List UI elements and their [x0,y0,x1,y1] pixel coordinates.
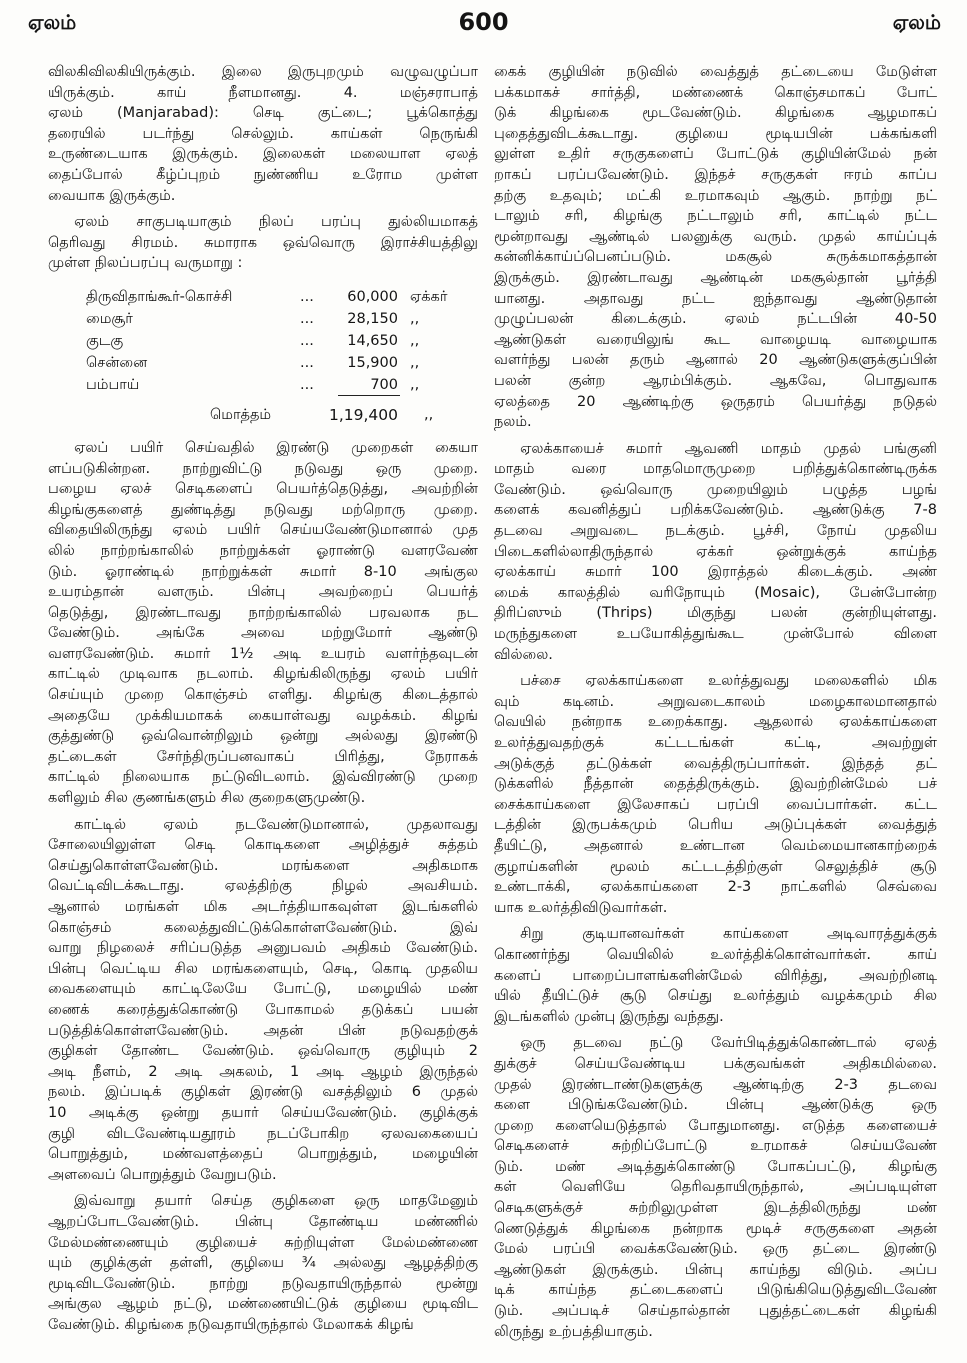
text-line: இடங்களில் முன்பு இருந்து வந்தது. [494,1008,724,1025]
text-line: யிருக்கும். காய் நீளமானது. 4. மஞ்சராபாத் [48,84,478,101]
text-line: டிக் காய்ந்த தட்டைகளைப் பிடுங்கியெடுத்துவிடவேண் [494,1282,937,1299]
text-line: ஒரு தடவை நட்டு வேர்பிடித்துக்கொண்டால் ஏலத் [520,1035,937,1052]
text-line: ளப்படுகின்றன. நாற்றுவிட்டு நடுவது ஒரு முறை. [48,460,478,477]
text-line: வெட்டிவிடக்கூடாது. ஏலத்திற்கு நிழல் அவசியம். [48,878,478,895]
text-line: லில் நாற்றங்காலில் நாற்றுக்கள் ஓராண்டு வளரவேண் [48,542,478,559]
text-line: கைக் குழியின் நடுவில் வைத்துத் தட்டையை மேடுள்ள [494,64,937,80]
text-line: அதையே முக்கியமாகக் கையாள்வது வழக்கம். கிழங் [48,707,478,724]
text-line: தீயிட்டு, அதனால் உண்டான வெம்மையானகாற்றைக் [494,837,937,854]
text-line: முதல் இரண்டாண்டுகளுக்கு ஆண்டிற்கு 2-3 தடவை [494,1076,937,1093]
text-line: பச்சை ஏலக்காய்களை உலர்த்துவது மலைகளில் மிக [520,673,937,690]
text-line: ஏலத்தை 20 ஆண்டிற்கு ஒருதரம் பெயர்த்து நடுதல் [494,393,937,410]
left-column [48,62,478,1357]
text-line: பழைய ஏலச் செடிகளைப் பெயர்த்தெடுத்து, அவற்றின் [48,481,478,498]
land-area-table [48,286,478,426]
text-line: உயரம்தான் வளரும். பின்பு அவற்றைப் பெயர்த் [48,584,478,601]
text-line: முறை களையெடுத்தால் போதுமானது. எடுத்த களையைச் [494,1117,937,1134]
text-line: களைக் கவனித்துப் பறிக்கவேண்டும். ஆண்டுக்கு 7-8 [494,502,937,519]
text-line: பிடைகளில்லாதிருந்தால் ஏக்கர் ஒன்றுக்குக் காய்ந்த [494,543,937,560]
acreage-value: 700 [370,376,398,393]
text-line: களைப் பாறைப்பாளங்களின்மேல் விரித்து, அவற்றினடி [494,967,937,984]
sum-rule [338,395,400,396]
paragraph [48,62,478,206]
text-line: டுக் கிழங்கை மூடவேண்டும். கிழங்கை ஆழமாகப் [494,105,937,122]
text-line: தட்டைகள் சேர்ந்திருப்பனவாகப் பிரித்து, நேராகக் [48,748,478,765]
text-line: மேல்மண்ணையும் குழியைச் சுற்றியுள்ள மேல்மண்ணை [48,1234,478,1251]
acreage-value: 60,000 [347,288,398,305]
text-line: மூடிவிடவேண்டும். நாற்று நடுவதாயிருந்தால் மூன்று [48,1275,478,1292]
table-row [48,374,478,396]
leader-dots: ... [300,288,314,305]
region-name: சென்னை [86,354,148,371]
paragraph [494,62,937,433]
text-line: தரையில் படர்ந்து செல்லும். காய்கள் நெருங்கி [48,125,478,142]
acreage-value: 14,650 [347,332,398,349]
unit-label: ,, [410,354,420,371]
text-line: செய்யும் முறை கொஞ்சம் எளிது. கிழங்கு கிடைத்தால் [48,687,478,704]
text-line: ஏலம் சாகுபடியாகும் நிலப் பரப்பு துல்லியமாகத் [74,214,478,231]
text-line: ஏலக்காயைச் சுமார் ஆவணி மாதம் முதல் பங்குனி [520,440,937,457]
text-line: லுள்ள உதிர் சருகுகளைப் போட்டுக் குழியின்மேல் நன் [494,146,937,163]
text-line: வையாக இருக்கும். [48,187,176,204]
text-line: யும் குழிக்குள் தள்ளி, குழியை ¾ அல்லது ஆழத்திற்கு [48,1255,478,1272]
text-line: பக்கமாகச் சார்த்தி, மண்ணைக் கொஞ்சமாகப் போட் [494,84,937,101]
text-line: வில்லை. [494,646,553,663]
text-line: பின்பு வெட்டிய சில மரங்களையும், செடி, கொடி முதலிய [48,960,478,977]
text-line: செடிகளுக்குச் சுற்றிலுமுள்ள இடத்திலிருந்து மண் [494,1200,937,1217]
unit-label: ,, [424,406,434,423]
text-line: முள்ள நிலப்பரப்பு வருமாறு : [48,255,243,272]
leader-dots: ... [300,310,314,327]
text-line: தடவை அறுவடை நடக்கும். பூச்சி, நோய் முதலிய [494,523,937,540]
text-line: நலம். இப்படிக் குழிகள் இரண்டு வசத்திலும் 6 முதல் [48,1084,478,1101]
text-line: யாக உலர்த்திவிடுவார்கள். [494,899,668,916]
text-line: மாதம் வரை மாதமொருமுறை பறித்துக்கொண்டிருக்க [494,461,937,478]
text-line: இருக்கும். இரண்டாவது ஆண்டின் மகசூல்தான் பூர்த்தி [494,269,937,286]
text-line: குழி விடவேண்டியதூரம் நடப்போகிற ஏலவகையைப் [48,1125,478,1142]
text-line: காட்டில் நிலையாக நட்டுவிடலாம். இவ்விரண்டு முறை [48,769,478,786]
text-line: டும். ஓராண்டில் நாற்றுக்கள் சுமார் 8-10 அங்குல [48,563,478,580]
text-line: டத்தின் இருபக்கமும் பெரிய அடுப்புக்கள் வைத்துத் [494,817,937,834]
paragraph [494,439,937,666]
text-line: விதையிலிருந்து ஏலம் பயிர் செய்யவேண்டுமானால் முத [48,522,478,539]
text-line: முழுப்பலன் கிடைக்கும். ஏலம் நட்டபின் 40-50 [494,311,937,328]
text-line: திரிப்ஸும் (Thrips) மிகுந்து பலன் குன்றியுள்ளது. [494,605,937,622]
text-line: 10 அடிக்கு ஒன்று தயார் செய்யவேண்டும். குழிக்குக் [48,1104,478,1121]
table-row [48,286,478,308]
region-name: மைசூர் [86,310,133,327]
text-line: ஏலம் (Manjarabad): செடி குட்டை; பூக்கொத்து [48,105,478,122]
paragraph [494,671,937,918]
text-line: காட்டில் ஏலம் நடவேண்டுமானால், முதலாவது [74,816,478,833]
unit-label: ,, [410,310,420,327]
paragraph [494,924,937,1027]
text-line: தெடுத்து, இரண்டாவது நாற்றங்காலில் பரவலாக நட [48,604,478,621]
table-row [48,308,478,330]
text-line: கொணர்ந்து வெயிலில் உலர்த்திக்கொள்வார்கள். காய் [494,946,937,963]
text-line: யானது. அதாவது நட்ட ஐந்தாவது ஆண்டுதான் [494,290,937,307]
acreage-value: 28,150 [347,310,398,327]
text-line: வேண்டும். ஒவ்வொரு முறையிலும் பழுத்த பழங் [494,481,937,498]
text-line: லிருந்து உற்பத்தியாகும். [494,1323,653,1340]
region-name: பம்பாய் [86,376,140,393]
text-line: கிழங்குகளைத் துண்டித்து நடுவது மற்றொரு முறை. [48,501,478,518]
text-line: செய்துகொள்ளவேண்டும். மரங்களை அதிகமாக [48,857,478,874]
text-line: அடி நீளம், 2 அடி அகலம், 1 அடி ஆழம் இருந்தல் [48,1063,478,1080]
text-line: மேல் பரப்பி வைக்கவேண்டும். ஒரு தட்டை இரண்டு [494,1241,937,1258]
text-line: ஏலப் பயிர் செய்வதில் இரண்டு முறைகள் கையா [74,439,478,456]
total-row [48,404,478,428]
text-line: றாகப் பரப்பவேண்டும். இந்தச் சருகுகள் ஈரம் காப்ப [494,166,937,183]
text-line: காட்டில் முடிவாக நடலாம். கிழங்கிலிருந்து ஏலம் பயிர் [48,666,478,683]
right-column [494,62,937,1357]
text-line: சிறு குடியானவர்கள் காய்களை அடிவாரத்துக்குக் [520,926,937,943]
text-line: டாலும் சரி, கிழங்கு நட்டாலும் சரி, காட்டில் நட்ட [494,208,937,225]
text-line: பலன் குன்ற ஆரம்பிக்கும். ஆகவே, பொதுவாக [494,372,937,389]
unit-label: ,, [410,376,420,393]
leader-dots: ... [300,332,314,349]
text-line: உண்டாக்கி, ஏலக்காய்களை 2-3 நாட்களில் செவ்வை [494,879,937,896]
text-line: ஆண்டுகள் வரையிலுங் கூட வாழையடி வாழையாக [494,331,937,348]
text-line: வெயில் நன்றாக உறைக்காது. ஆதலால் ஏலக்காய்களை [494,714,937,731]
total-value: 1,19,400 [328,405,398,424]
paragraph [48,438,478,809]
text-line: உலர்த்துவதற்குக் கட்டடங்கள் கட்டி, அவற்றுள் [494,735,937,751]
running-head-left: ஏலம் [28,10,77,34]
text-line: மைக் காலத்தில் வரிநோயும் (Mosaic), பேன்போன்ற [494,584,937,601]
text-line: நலம். [494,414,532,431]
running-head-right: ஏலம் [892,10,941,34]
paragraph [48,815,478,1186]
text-line: மூன்றாவது ஆண்டில் பலனுக்கு வரும். முதல் காய்ப்புக் [494,228,937,245]
paragraph [494,1033,937,1342]
text-line: செடிகளைச் சுற்றிப்போட்டு உரமாகச் செய்யவேண் [494,1138,937,1155]
text-line: டுக்களில் நீத்தான் தைத்திருக்கும். இவற்றின்மேல் பச் [494,776,937,793]
text-line: ஏலக்காய் சுமார் 100 இராத்தல் கிடைக்கும். அண் [494,564,937,581]
text-line: உருண்டையாக இருக்கும். இலைகள் மலையாள ஏலத் [48,146,478,163]
text-line: ணைக் கரைத்துக்கொண்டு போகாமல் தடுக்கப் பயன் [48,1001,478,1018]
text-line: தெரிவது சிரமம். சுமாராக ஒவ்வொரு இராச்சியத்திலு [48,234,478,251]
text-line: தைப்போல் கீழ்ப்புறம் நுண்ணிய உரோம முள்ள [48,166,478,183]
page-number: 600 [458,8,509,36]
unit-label: ,, [410,332,420,349]
text-line: வேண்டும். அங்கே அவை மற்றுமோர் ஆண்டு [48,625,478,642]
text-line: வேண்டும். கிழங்கை நடுவதாயிருந்தால் மேலாகக் கிழங் [48,1316,414,1333]
text-line: அடுக்குத் தட்டுக்கள் வைத்திருப்பார்கள். இந்தத் தட் [494,755,937,772]
text-line: அங்குல ஆழம் நட்டு, மண்ணையிட்டுக் குழியை மூடிவிட [48,1296,478,1313]
text-line: குழாய்களின் மூலம் கட்டடத்திற்குள் செலுத்திச் சூடு [494,858,937,875]
text-line: வைகளையும் காட்டிலேயே போட்டு, மழையில் மண் [48,981,478,998]
paragraph [48,1191,478,1335]
text-line: இவ்வாறு தயார் செய்த குழிகளை ஒரு மாதமேனும் [74,1193,478,1210]
paragraph [48,212,478,274]
text-line: டும். மண் அடித்துக்கொண்டு போகப்பட்டு, கிழங்கு [494,1158,937,1175]
table-row [48,352,478,374]
text-line: வாறு நிழலைச் சரிப்படுத்த அனுபவம் அதிகம் வேண்டும். [48,940,478,957]
leader-dots: ... [300,354,314,371]
text-line: மருந்துகளை உபயோகித்துங்கூட முன்போல் விளை [494,626,937,643]
total-label: மொத்தம் [210,406,272,423]
text-line: ஆறப்போடவேண்டும். பின்பு தோண்டிய மண்ணில் [48,1213,478,1230]
text-line: வளரவேண்டும். சுமார் 1½ அடி உயரம் வளர்ந்தவுடன் [48,645,478,662]
text-line: ணெடுத்துக் கிழங்கை நன்றாக மூடிச் சருகுகளை அதன் [494,1220,937,1237]
text-line: ஆனால் மரங்கள் மிக அடர்த்தியாகவுள்ள இடங்களில் [48,899,478,915]
text-line: படுத்திக்கொள்ளவேண்டும். அதன் பின் நடுவதற்குக் [48,1022,478,1039]
text-line: களை பிடுங்கவேண்டும். பின்பு ஆண்டுக்கு ஒரு [494,1097,937,1114]
text-line: கள் வெளியே தெரிவதாயிருந்தால், அப்படியுள்ள [494,1179,937,1196]
text-line: ஆண்டுகள் இருக்கும். பின்பு காய்ந்து விடும். அப்ப [494,1261,937,1278]
text-line: சோலையிலுள்ள செடி கொடிகளை அழித்துச் சுத்தம் [48,837,478,854]
leader-dots: ... [300,376,314,393]
text-line: கொஞ்சம் கலைத்துவிட்டுக்கொள்ளவேண்டும். இவ் [48,919,478,936]
text-line: துக்குச் செய்யவேண்டிய பக்குவங்கள் அதிகமில்லை. [494,1055,937,1072]
table-row [48,330,478,352]
text-line: டும். அப்படிச் செய்தால்தான் புதுத்தட்டைகள் கிழங்கி [494,1303,937,1320]
text-line: வளர்ந்து பலன் தரும் ஆனால் 20 ஆண்டுகளுக்குப்பின் [494,352,937,369]
text-line: யில் தீயிட்டுச் சூடு செய்து உலர்த்தும் வழக்கமும் சில [494,988,937,1005]
text-line: பொறுத்தும், மண்வளத்தைப் பொறுத்தும், மழையின் [48,1146,478,1163]
text-line: குழிகள் தோண்ட வேண்டும். ஒவ்வொரு குழியும் 2 [48,1043,478,1060]
text-line: விலகிவிலகியிருக்கும். இலை இருபுறமும் வழுவழுப்பா [48,64,478,80]
text-line: குத்துண்டு ஒவ்வொன்றிலும் ஒன்று அல்லது இரண்டு [48,728,478,745]
text-line: தற்கு உதவும்; மட்கி உரமாகவும் ஆகும். நாற்று நட் [494,187,937,204]
text-line: புதைத்துவிடக்கூடாது. குழியை மூடியபின் பக்கங்களி [494,125,937,142]
text-line: வும் கடினம். அறுவடைகாலம் மழைகாலமானதால் [494,693,937,710]
text-line: சைக்காய்களை இலேசாகப் பரப்பி வைப்பார்கள். கட்ட [494,796,937,813]
region-name: திருவிதாங்கூர்-கொச்சி [86,288,233,305]
text-line: களிலும் சில குணங்களும் சில குறைகளுமுண்டு. [48,790,366,807]
text-line: கன்னிக்காய்ப்பெனப்படும். மகசூல் சுருக்கமாகத்தான் [494,249,937,266]
region-name: குடகு [86,332,124,349]
unit-label: ஏக்கர் [410,288,448,305]
acreage-value: 15,900 [347,354,398,371]
text-line: அளவைப் பொறுத்தும் வேறுபடும். [48,1166,277,1183]
